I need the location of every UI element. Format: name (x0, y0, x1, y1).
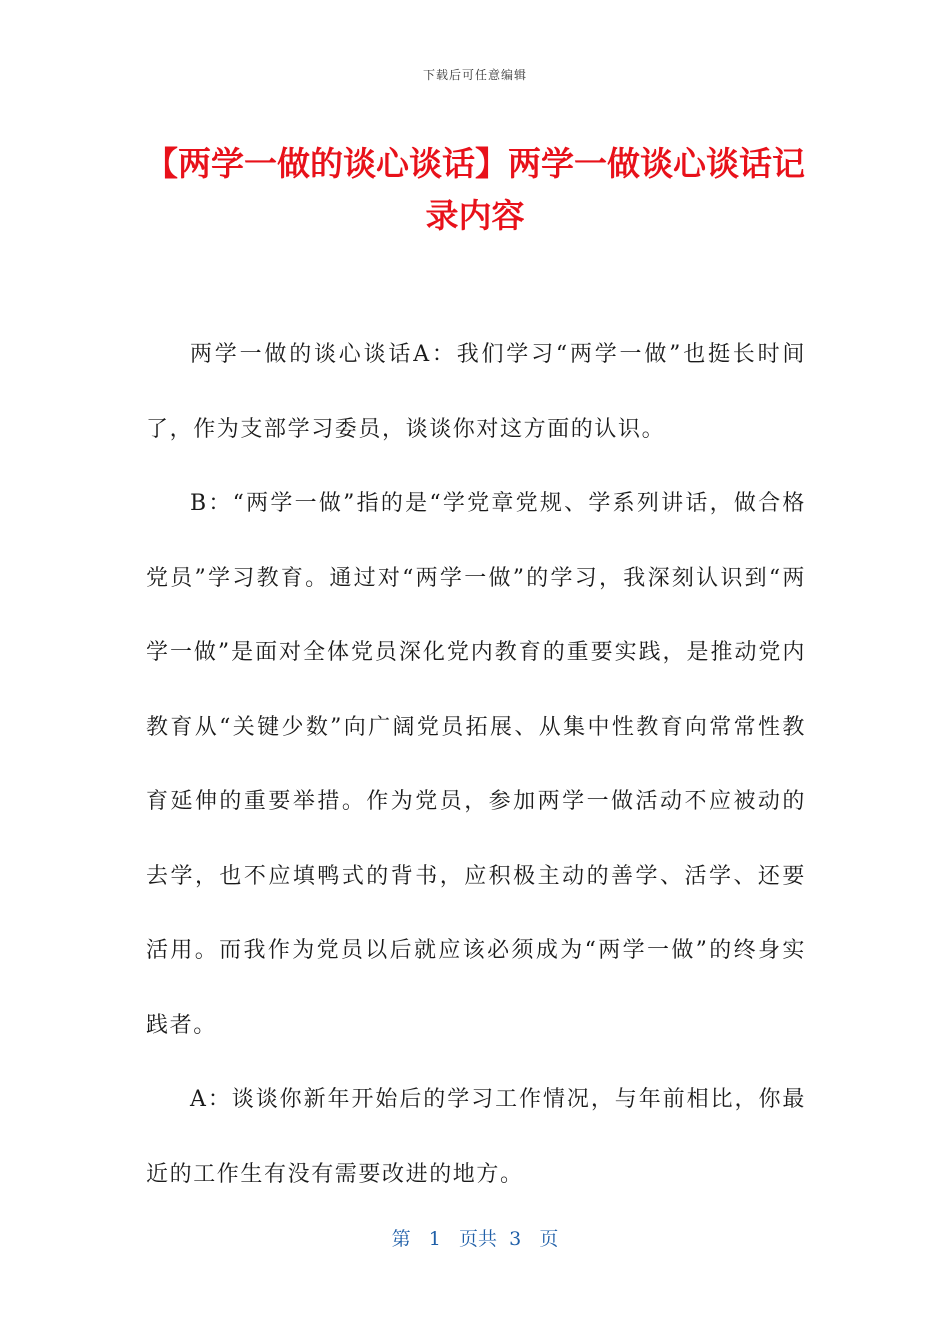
footer-page-suffix: 页 (539, 1228, 559, 1250)
document-title: 【两学一做的谈心谈话】两学一做谈心谈话记录内容 (145, 144, 805, 235)
header-note: 下载后可任意编辑 (422, 68, 527, 82)
paragraph: B：“两学一做”指的是“学党章党规、学系列讲话，做合格党员”学习教育。通过对“两学一做”的学习，我深刻认识到“两学一做”是面对全体党员深化党内教育的重要实践，是推动党内教育从“关键少数”向广阔党员拓展、从集中性教育向常常性教育延伸的重要举措。作为党员，参加两学一做活动不应被动的去学，也不应填鸭式的背书，应积极主动的善学、活学、还要活用。而我作为党员以后就应该必须成为“两学一做”的终身实践者。 (146, 491, 806, 1038)
footer-current-page: 1 (428, 1228, 441, 1250)
page-footer (0, 1224, 950, 1251)
paragraph: A：谈谈你新年开始后的学习工作情况，与年前相比，你最近的工作生有没有需要改进的地方。 (146, 1087, 806, 1187)
document-body (146, 318, 806, 1212)
footer-page-prefix: 第 (391, 1228, 411, 1250)
paragraph: 两学一做的谈心谈话A：我们学习“两学一做”也挺长时间了，作为支部学习委员，谈谈你对这方面的认识。 (146, 342, 806, 442)
footer-total-pages: 3 (509, 1228, 522, 1250)
footer-page-middle: 页共 (459, 1228, 498, 1250)
